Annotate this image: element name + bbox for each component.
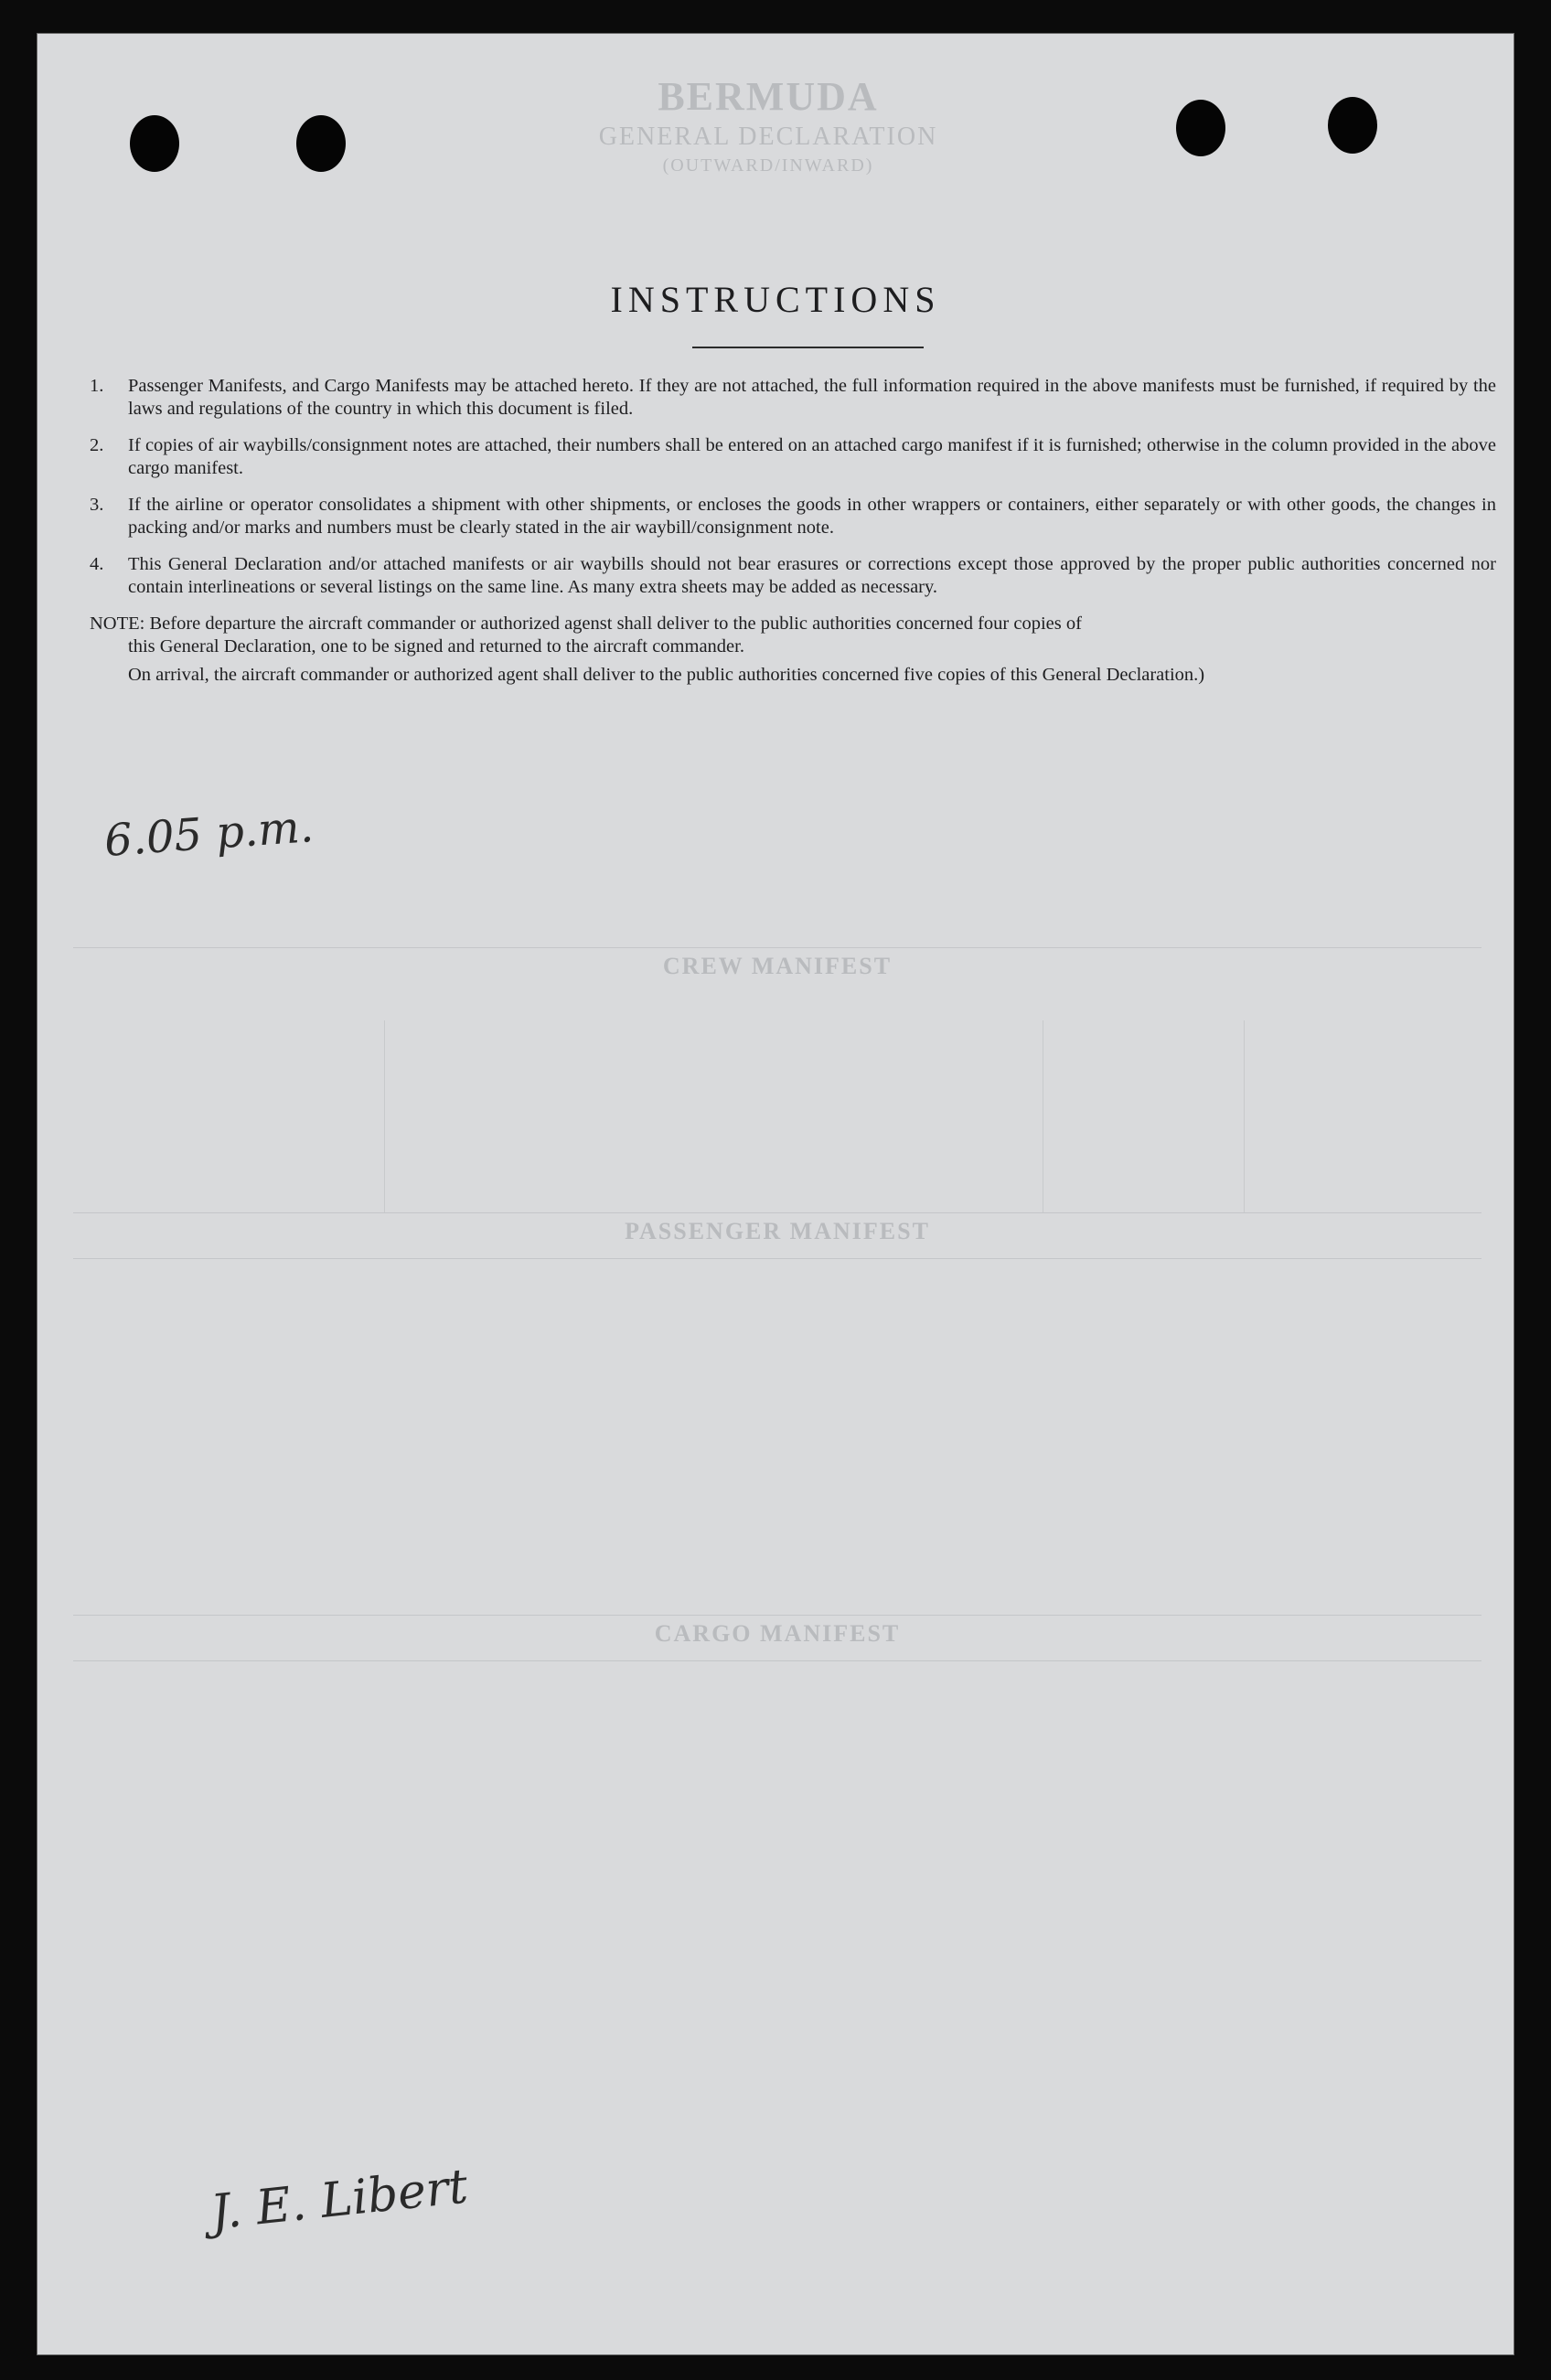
punch-hole-right-2 <box>1328 97 1377 154</box>
show-through-passenger: PASSENGER MANIFEST <box>625 1218 930 1244</box>
note-line-2: this General Declaration, one to be signed and returned to the aircraft commander. <box>128 636 744 656</box>
show-through-rule <box>73 1615 1481 1616</box>
instruction-text: This General Declaration and/or attached manifests or air waybills should not bear erasures or corrections except those approved by the proper public authorities concerned nor contain interlineations or several listings on the same line. As many extra sheets may be added as necessary. <box>128 554 1496 597</box>
title-underline <box>692 347 924 348</box>
punch-hole-left-1 <box>130 115 179 172</box>
instruction-item-3 <box>90 494 1496 539</box>
show-through-rule <box>73 947 1481 948</box>
instructions-title: INSTRUCTIONS <box>610 279 941 320</box>
instruction-text: If the airline or operator consolidates a shipment with other shipments, or encloses the goods in other wrappers or containers, either separately or with other goods, the changes in packing and/or marks and numbers must be clearly stated in the air waybill/consignment note. <box>128 495 1496 538</box>
note-line-1: NOTE: Before departure the aircraft commander or authorized agenst shall deliver to the public authorities concerned four copies of <box>90 614 1082 634</box>
instruction-item-1 <box>90 375 1496 421</box>
show-through-rule <box>73 1212 1481 1213</box>
instruction-text: Passenger Manifests, and Cargo Manifests may be attached hereto. If they are not attached, the full information required in the above manifests must be furnished, if required by the laws and regulations of the country in which this document is filed. <box>128 376 1496 419</box>
punch-hole-left-2 <box>296 115 346 172</box>
punch-hole-right-1 <box>1176 100 1225 156</box>
instruction-item-4 <box>90 553 1496 599</box>
show-through-column <box>384 1020 385 1212</box>
show-through-form: GENERAL DECLARATION <box>598 123 938 151</box>
instruction-number: 2. <box>90 435 104 455</box>
handwritten-time: 6.05 p.m. <box>102 801 316 867</box>
instructions-list <box>90 375 1496 687</box>
show-through-rule <box>73 1660 1481 1661</box>
instruction-note <box>90 613 1496 687</box>
document-page <box>37 33 1514 2355</box>
instruction-number: 4. <box>90 554 104 574</box>
show-through-direction: (OUTWARD/INWARD) <box>662 155 874 176</box>
show-through-column <box>1244 1020 1245 1212</box>
instruction-number: 1. <box>90 376 104 396</box>
show-through-country: BERMUDA <box>658 74 879 119</box>
note-line-3: On arrival, the aircraft commander or authorized agent shall deliver to the public authorities concerned five copies of this General Declaration.) <box>128 665 1205 685</box>
show-through-rule <box>73 1258 1481 1259</box>
show-through-cargo: CARGO MANIFEST <box>654 1620 901 1647</box>
commander-signature: J. E. Libert <box>208 2159 471 2241</box>
show-through-crew: CREW MANIFEST <box>662 953 893 979</box>
instruction-item-2 <box>90 434 1496 480</box>
instruction-number: 3. <box>90 495 104 515</box>
instruction-text: If copies of air waybills/consignment notes are attached, their numbers shall be entered on an attached cargo manifest if it is furnished; otherwise in the column provided in the above cargo manifest. <box>128 435 1496 478</box>
